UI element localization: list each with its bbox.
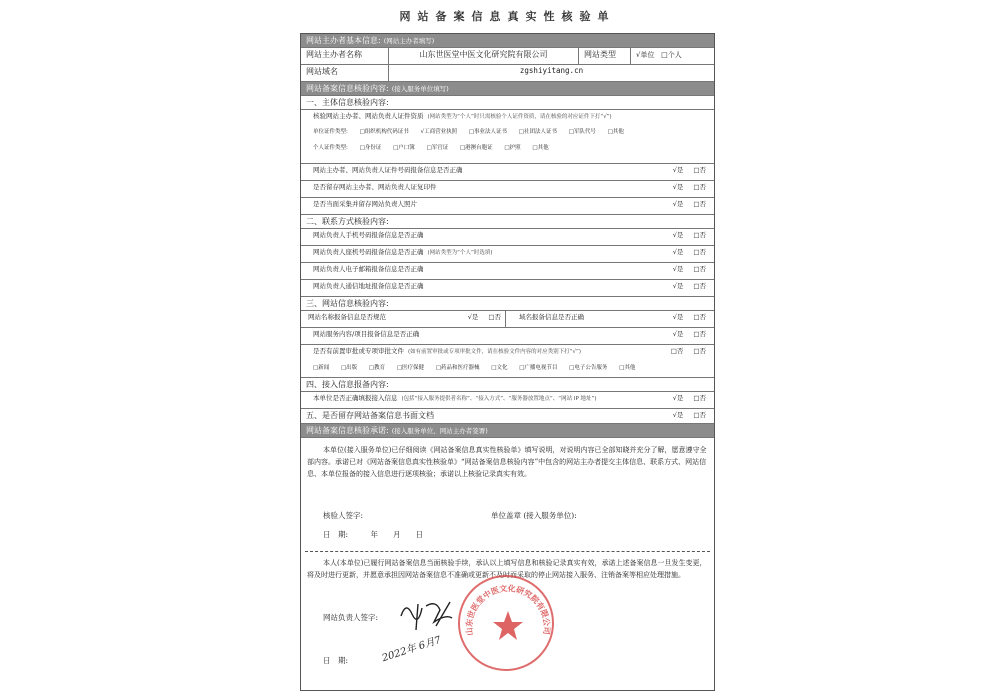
check-row xyxy=(301,164,714,181)
yes-box: √是 xyxy=(672,282,684,290)
check-question-note: (如有前置审批或专项审批文件，请在核验文件内容的对应类别下打“√”) xyxy=(408,349,581,355)
promise-note: (接入服务单位、网站主办者签署) xyxy=(391,427,488,435)
sponsor-row xyxy=(301,48,714,65)
yes-box: √是 xyxy=(672,411,684,419)
no-box: □否 xyxy=(693,265,706,273)
yes-no xyxy=(663,314,706,321)
yes-no xyxy=(661,348,706,355)
yes-box: √是 xyxy=(672,313,684,321)
section-2-title: 二、联系方式核验内容: xyxy=(301,215,714,229)
verify-note: (接入服务单位填写) xyxy=(391,85,449,93)
approval-check-block xyxy=(301,345,714,378)
date-line: 日 期: 年 月 日 xyxy=(323,530,424,539)
no-box: □否 xyxy=(693,183,706,191)
page-title: 网站备案信息真实性核验单 xyxy=(399,10,616,23)
sponsor-label: 网站主办者名称 xyxy=(301,48,389,64)
person-cert-option: □户口簿 xyxy=(393,145,415,151)
approval-category: □新闻 xyxy=(313,365,330,371)
seal-graphic xyxy=(460,577,556,673)
yes-box: √是 xyxy=(672,330,684,338)
no-box: □否 xyxy=(693,282,706,290)
no-box: □否 xyxy=(693,231,706,239)
yes-no xyxy=(663,283,706,290)
unit-cert-label: 单位证件类型: xyxy=(313,129,348,135)
sponsor-value: 山东世医堂中医文化研究院有限公司 xyxy=(389,48,579,64)
person-cert-label: 个人证件类型: xyxy=(313,145,348,151)
no-box: □否 xyxy=(693,200,706,208)
person-cert-option: □军官证 xyxy=(426,145,449,151)
promise-title: 网站备案信息核验承诺: xyxy=(306,426,389,435)
check-question: 网站负责人通信地址报备信息是否正确 xyxy=(313,282,424,290)
unit-cert-option: √工商营业执照 xyxy=(420,129,458,135)
no-box: □否 xyxy=(693,347,706,355)
promise-paragraph-1: 本单位(接入服务单位)已仔细阅读《网站备案信息真实性核验单》填写说明，对说明内容已全部知晓并充分了解，愿意遵守全部内容。承诺已对《网站备案信息真实性核验单》“网站备案信息核验内容”中包含的网站主办者提交主体信息、联系方式、网站信息、本单位报备的接入信息进行逐项核验；承诺以上核验记录真实有效。 xyxy=(307,446,707,478)
site-type-options xyxy=(631,48,714,64)
basic-info-header xyxy=(301,34,714,48)
check-row xyxy=(301,246,714,263)
approval-category: □文化 xyxy=(491,365,508,371)
check-row xyxy=(301,280,714,297)
check-row xyxy=(301,328,714,345)
unit-cert-option: □事业法人证书 xyxy=(468,129,508,135)
yes-no xyxy=(663,266,706,273)
section-5-row xyxy=(301,409,714,424)
verify-header xyxy=(301,82,714,96)
no-box: □否 xyxy=(693,394,706,402)
promise-paragraph-2: 本人(本单位)已履行网站备案信息当面核验手续，承认以上填写信息和核验记录真实有效，承诺上述备案信息一旦发生变更，将及时进行更新，并愿意承担因网站备案信息不准确或更新不及时而采取的停止网站接入服务、注销备案等相应处理措施。 xyxy=(307,559,707,579)
dashed-divider xyxy=(305,551,710,552)
unit-cert-option: □其他 xyxy=(607,129,624,135)
section-3-title: 三、网站信息核验内容: xyxy=(301,297,714,311)
no-box: □否 xyxy=(693,330,706,338)
verify-title: 网站备案信息核验内容: xyxy=(306,84,389,93)
no-box: □否 xyxy=(670,347,684,355)
check-row xyxy=(301,198,714,215)
unit-cert-option: □军队代号 xyxy=(568,129,596,135)
no-box: □否 xyxy=(693,411,706,419)
yes-box: √是 xyxy=(672,394,684,402)
yes-no xyxy=(663,331,706,338)
section-4-title: 四、接入信息报备内容: xyxy=(301,378,714,392)
svg-text:山东世医堂中医文化研究院有限公司: 山东世医堂中医文化研究院有限公司 xyxy=(464,583,552,636)
person-cert-option: □其他 xyxy=(532,145,549,151)
verifier-signature-label: 核验人签字: xyxy=(323,511,364,520)
yes-no xyxy=(663,232,706,239)
check-question: 域名报备信息是否正确 xyxy=(519,313,584,321)
yes-no xyxy=(663,201,706,208)
domain-value: zgshiyitang.cn xyxy=(519,66,584,75)
approval-category: □教育 xyxy=(368,365,386,371)
check-question: 网站服务内容/项目报备信息是否正确 xyxy=(313,330,420,338)
yes-no xyxy=(663,184,706,191)
site-type-unit: √单位 xyxy=(636,51,655,59)
domain-row xyxy=(301,65,714,82)
check-question-note: (包括“接入服务提供者名称”、“接入方式”、“服务器放置地点”、“网站 IP 地址”) xyxy=(401,396,597,402)
check-row xyxy=(301,311,714,328)
check-question xyxy=(313,395,597,402)
section-5-title: 五、是否留存网站备案信息书面文档 xyxy=(306,411,434,420)
handwritten-date: 2022年 6月7 xyxy=(380,634,443,665)
unit-cert-options xyxy=(313,129,634,135)
cert-intro xyxy=(313,113,612,120)
approval-category: □电子公告服务 xyxy=(569,365,608,371)
yes-no xyxy=(663,249,706,256)
unit-seal-label: 单位盖章 (接入服务单位): xyxy=(491,511,577,520)
approval-category: □其他 xyxy=(619,365,636,371)
yes-no xyxy=(663,167,706,174)
owner-date-label: 日 期: xyxy=(323,656,349,665)
yes-no xyxy=(663,395,706,402)
check-question: 网站负责人手机号码报备信息是否正确 xyxy=(313,231,424,239)
section-1-title: 一、主体信息核验内容: xyxy=(301,96,714,110)
check-question-text: 是否有前置审批或专项审批文件 xyxy=(313,347,404,355)
basic-info-title: 网站主办者基本信息: xyxy=(306,36,381,45)
approval-categories xyxy=(313,365,645,371)
cert-intro-note: (网站类型为“个人”时只需核验个人证件资质，请在核验的对应证件下打“√”) xyxy=(427,114,612,120)
handwritten-signature xyxy=(396,596,456,636)
yes-no xyxy=(663,412,706,419)
no-box: □否 xyxy=(693,248,706,256)
yes-box: √是 xyxy=(467,313,479,321)
site-type-label: 网站类型 xyxy=(579,48,631,64)
person-cert-option: □护照 xyxy=(504,145,521,151)
check-question: 是否当面采集并留存网站负责人照片 xyxy=(313,200,417,208)
site-name-check xyxy=(301,311,506,327)
person-cert-option: □身份证 xyxy=(359,145,382,151)
yes-box: √是 xyxy=(672,231,684,239)
no-box: □否 xyxy=(693,166,706,174)
yes-no xyxy=(458,314,501,321)
person-cert-option: □港澳台胞证 xyxy=(459,145,493,151)
check-question-text: 本单位是否正确填报接入信息 xyxy=(313,394,398,402)
check-question: 网站负责人电子邮箱报备信息是否正确 xyxy=(313,265,424,273)
check-question-note: (网站类型为“个人”时选填) xyxy=(427,250,493,256)
person-cert-options xyxy=(313,145,559,151)
approval-category: □出版 xyxy=(340,365,358,371)
check-question xyxy=(313,249,493,256)
promise-header xyxy=(301,424,714,438)
yes-box: √是 xyxy=(672,183,684,191)
check-question: 网站主办者、网站负责人证件号码报备信息是否正确 xyxy=(313,166,463,174)
check-row xyxy=(301,392,714,409)
check-question-text: 网站负责人座机号码报备信息是否正确 xyxy=(313,248,424,256)
approval-category: □医疗保健 xyxy=(396,365,425,371)
check-row xyxy=(301,181,714,198)
owner-signature-label: 网站负责人签字: xyxy=(323,613,379,622)
check-question xyxy=(313,348,581,355)
basic-info-note: (网站主办者填写) xyxy=(383,37,435,45)
cert-check-block xyxy=(301,110,714,164)
check-row xyxy=(301,263,714,280)
approval-category: □药品和医疗器械 xyxy=(435,365,480,371)
company-seal xyxy=(458,575,554,671)
yes-box: √是 xyxy=(672,166,684,174)
no-box: □否 xyxy=(693,313,706,321)
unit-cert-option: □组织机构代码证书 xyxy=(359,129,409,135)
approval-category: □广播电视节目 xyxy=(519,365,558,371)
check-question: 是否留存网站主办者、网站负责人证复印件 xyxy=(313,183,437,191)
domain-label: 网站域名 xyxy=(301,65,389,81)
yes-box: √是 xyxy=(672,265,684,273)
check-question: 网站名称报备信息是否规范 xyxy=(308,313,386,321)
check-row xyxy=(301,229,714,246)
unit-cert-option: □社团法人证书 xyxy=(518,129,557,135)
no-box: □否 xyxy=(488,313,501,321)
cert-intro-text: 核验网站主办者、网站负责人证件资质 xyxy=(313,112,424,120)
site-type-person: □个人 xyxy=(661,51,682,59)
yes-box: √是 xyxy=(672,248,684,256)
yes-box: √是 xyxy=(672,200,684,208)
